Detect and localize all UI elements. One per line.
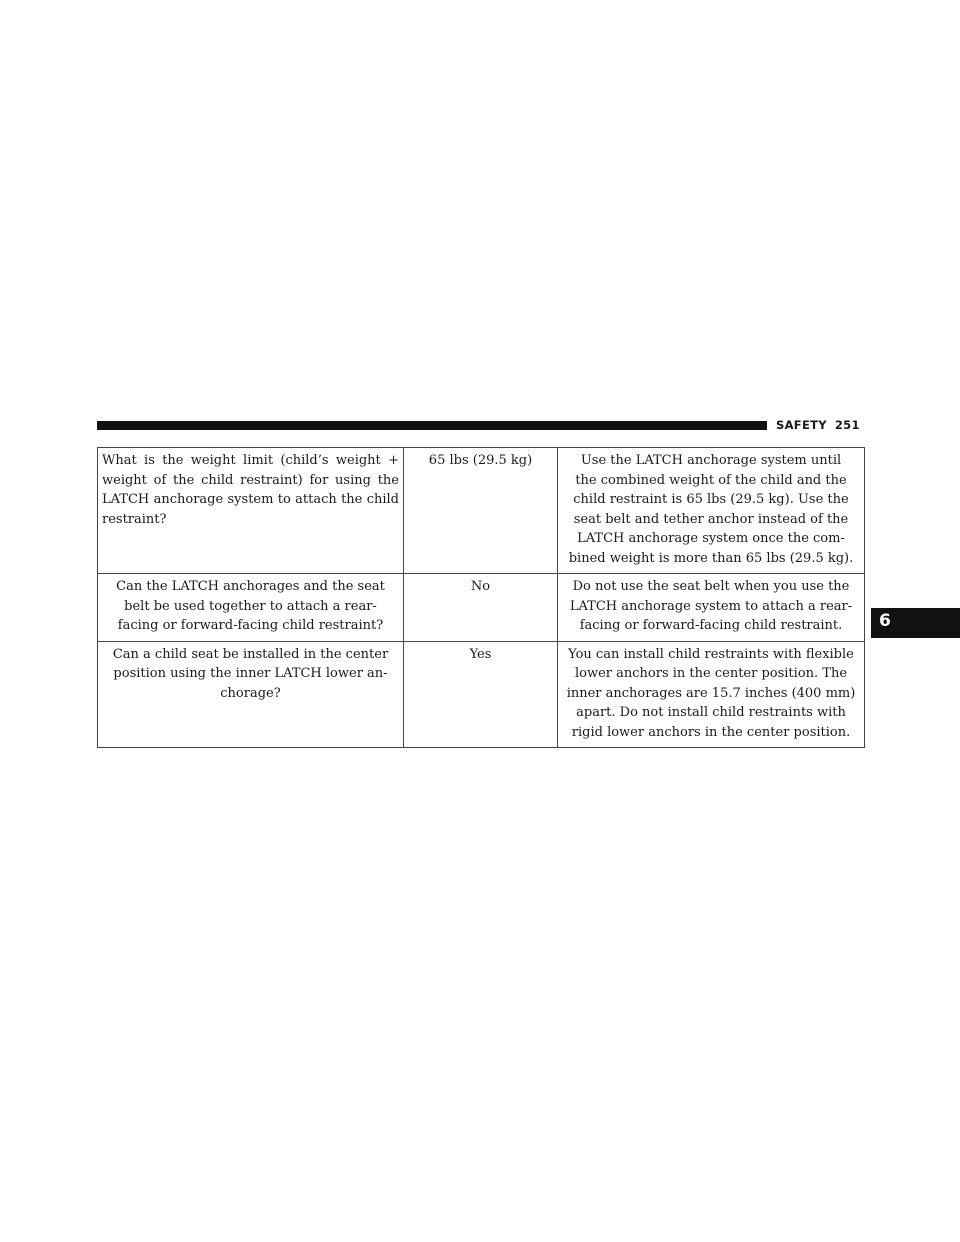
text-line: restraint? (102, 511, 167, 527)
text-line: LATCH anchorage system to attach a rear- (569, 598, 853, 614)
text-line: lower anchors in the center position. The (574, 666, 848, 681)
text-line: seat belt and tether anchor instead of the (573, 511, 849, 527)
question-cell (98, 448, 404, 574)
chapter-number: 6 (879, 611, 891, 631)
answer-cell (404, 448, 558, 574)
text-line: inner anchorages are 15.7 inches (400 mm) (566, 685, 856, 701)
text-line: position using the inner LATCH lower an- (113, 666, 388, 681)
latch-faq-table (97, 447, 865, 748)
text-line: chorage? (220, 685, 281, 701)
comment-cell (558, 574, 865, 642)
text-line: LATCH anchorage system once the com- (577, 531, 845, 546)
table-row (98, 641, 865, 748)
comment-cell (558, 641, 865, 748)
chapter-tab (871, 608, 960, 638)
header-rule (97, 421, 767, 430)
answer-cell (404, 641, 558, 748)
comment-cell (558, 448, 865, 574)
table-row (98, 448, 865, 574)
answer-text: No (470, 579, 491, 594)
question-cell (98, 574, 404, 642)
answer-text: Yes (469, 646, 492, 662)
text-line: weight of the child restraint) for using the (102, 472, 399, 488)
question-cell (98, 641, 404, 748)
answer-cell (404, 574, 558, 642)
section-title: SAFETY (776, 418, 827, 432)
text-line: Can the LATCH anchorages and the seat (116, 579, 385, 594)
table-row (98, 574, 865, 642)
text-line: apart. Do not install child restraints with (576, 705, 846, 720)
text-line: belt be used together to attach a rear- (124, 598, 377, 614)
text-line: rigid lower anchors in the center position. (571, 724, 851, 740)
text-line: Use the LATCH anchorage system until (580, 453, 842, 468)
text-line: the combined weight of the child and the (575, 472, 847, 488)
text-line: bined weight is more than 65 lbs (29.5 kg). (568, 550, 854, 566)
text-line: facing or forward-facing child restraint? (117, 618, 384, 633)
text-line: Can a child seat be installed in the center (112, 646, 389, 662)
text-line: facing or forward-facing child restraint. (579, 618, 843, 633)
page-number: 251 (834, 418, 860, 432)
running-header (776, 418, 860, 432)
text-line: LATCH anchorage system to attach the child (102, 492, 399, 507)
text-line: You can install child restraints with flexible (568, 646, 854, 662)
answer-text: 65 lbs (29.5 kg) (428, 453, 533, 468)
text-line: What is the weight limit (child’s weight + (102, 453, 399, 468)
text-line: Do not use the seat belt when you use the (572, 579, 850, 594)
text-line: child restraint is 65 lbs (29.5 kg). Use the (573, 492, 849, 507)
